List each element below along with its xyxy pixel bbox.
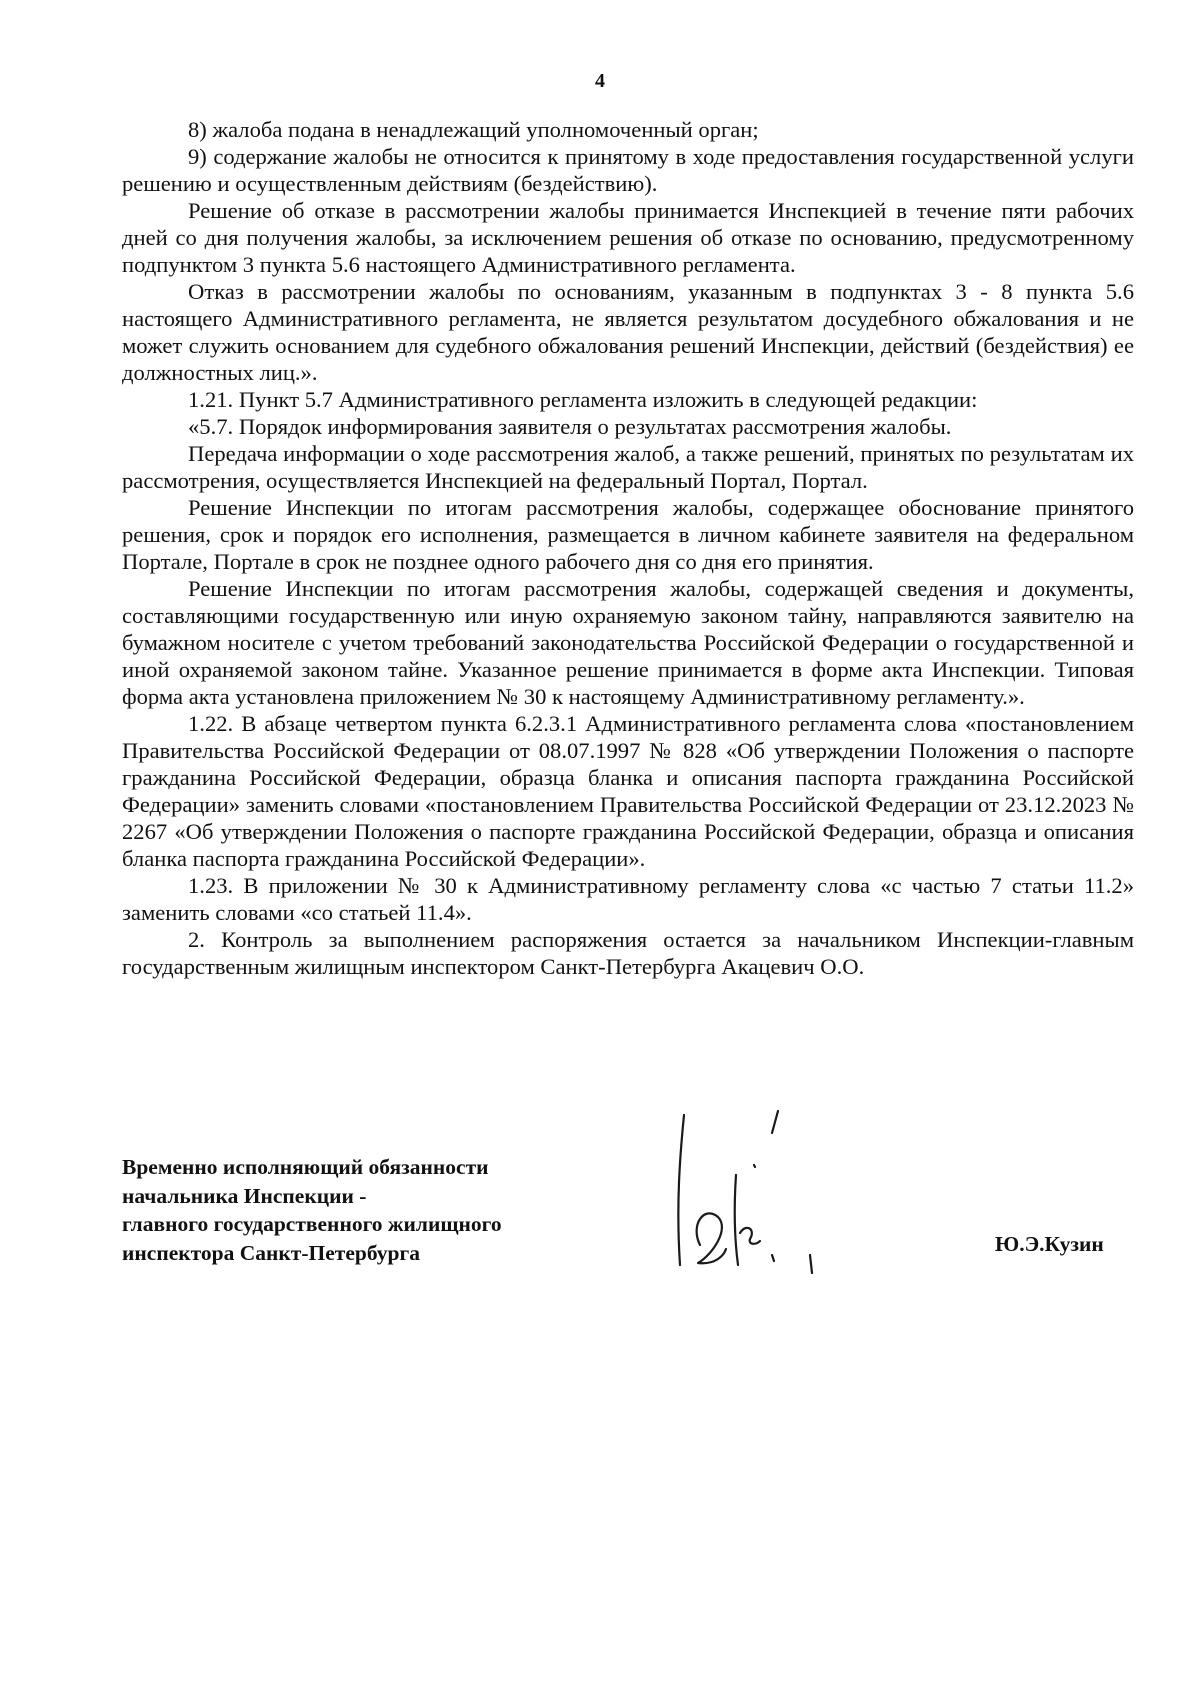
page-number: 4 (595, 70, 605, 92)
paragraph: Решение Инспекции по итогам рассмотрения жалобы, содержащей сведения и документы, составляющими государственную или иную охраняемую законом тайну, направляются заявителю на бумажном носителе с учетом требований законодательства Российской Федерации о государственной и иной охраняемой законом тайне. Указанное решение принимается в форме акта Инспекции. Типовая форма акта установлена приложением № 30 к настоящему Административному регламенту.». (122, 576, 1134, 709)
signatory-title-line: инспектора Санкт-Петербурга (122, 1240, 420, 1265)
handwritten-signature (660, 1105, 860, 1285)
paragraph: Передача информации о ходе рассмотрения жалоб, а также решений, принятых по результатам их рассмотрения, осуществляется Инспекцией на федеральный Портал, Портал. (122, 441, 1134, 493)
paragraph: Решение об отказе в рассмотрении жалобы принимается Инспекцией в течение пяти рабочих дней со дня получения жалобы, за исключением решения об отказе по основанию, предусмотренному подпунктом 3 пункта 5.6 настоящего Административного регламента. (122, 198, 1134, 277)
paragraph: 2. Контроль за выполнением распоряжения остается за начальником Инспекции-главным государственным жилищным инспектором Санкт-Петербурга Акацевич О.О. (122, 927, 1134, 979)
paragraph: 9) содержание жалобы не относится к принятому в ходе предоставления государственной услуги решению и осуществленным действиям (бездействию). (122, 144, 1134, 196)
signer-name: Ю.Э.Кузин (995, 1232, 1104, 1256)
paragraph: Отказ в рассмотрении жалобы по основаниям, указанным в подпунктах 3 - 8 пункта 5.6 настоящего Административного регламента, не является результатом досудебного обжалования и не может служить основанием для судебного обжалования решений Инспекции, действий (бездействия) ее должностных лиц.». (122, 279, 1134, 385)
signatory-title (122, 1153, 622, 1267)
paragraph: 1.23. В приложении № 30 к Административному регламенту слова «с частью 7 статьи 11.2» заменить словами «со статьей 11.4». (122, 873, 1134, 925)
paragraph: 8) жалоба подана в ненадлежащий уполномоченный орган; (188, 117, 759, 142)
document-body (122, 116, 1134, 980)
signatory-title-line: главного государственного жилищного (122, 1212, 502, 1236)
signatory-title-line: Временно исполняющий обязанности (122, 1155, 489, 1179)
paragraph: 1.21. Пункт 5.7 Административного регламента изложить в следующей редакции: (188, 387, 978, 412)
signatory-title-line: начальника Инспекции - (122, 1183, 367, 1208)
paragraph: Решение Инспекции по итогам рассмотрения жалобы, содержащее обоснование принятого решения, срок и порядок его исполнения, размещается в личном кабинете заявителя на федеральном Портале, Портале в срок не позднее одного рабочего дня со дня его принятия. (122, 495, 1134, 574)
paragraph: 1.22. В абзаце четвертом пункта 6.2.3.1 Административного регламента слова «постановлением Правительства Российской Федерации от 08.07.1997 № 828 «Об утверждении Положения о паспорте гражданина Российской Федерации, образца бланка и описания паспорта гражданина Российской Федерации» заменить словами «постановлением Правительства Российской Федерации от 23.12.2023 № 2267 «Об утверждении Положения о паспорте гражданина Российской Федерации, образца и описания бланка паспорта гражданина Российской Федерации». (122, 711, 1134, 871)
paragraph: «5.7. Порядок информирования заявителя о результатах рассмотрения жалобы. (188, 414, 952, 439)
